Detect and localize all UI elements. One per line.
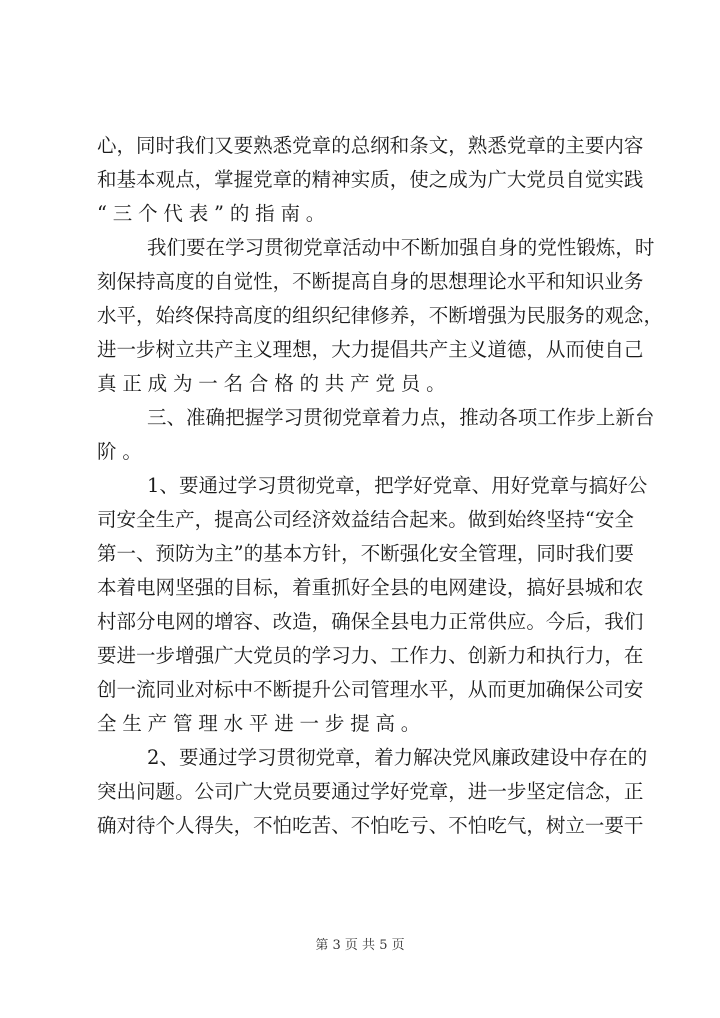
text-line: 突 出 问 题 。 公 司 广 大 党 员 要 通 过 学 好 党 章 ， 进 一 步 坚 定 信 念 ， 正 [97,780,644,803]
text-line: 本 着 电 网 坚 强 的 目 标 ， 着 重 抓 好 全 县 的 电 网 建 设 ， 搞 好 县 城 和 农 [97,576,644,599]
text-line: 真 正 成 为 一 名 合 格 的 共 产 党 员 。 [97,372,446,395]
text-line: “ 三 个 代 表 ” 的 指 南 。 [97,202,326,225]
text-line: 和 基 本 观 点 ， 掌 握 党 章 的 精 神 实 质 ， 使 之 成 为 广 大 党 员 自 觉 实 践 [97,168,644,191]
text-line: 进 一 步 树 立 共 产 主 义 理 想 ， 大 力 提 倡 共 产 主 义 道 德 ， 从 而 使 自 己 [97,338,644,361]
document-body [97,129,663,843]
text-line: 第 一 、 预 防 为 主 ” 的 基 本 方 针 ， 不 断 强 化 安 全 管 理 ， 同 时 我 们 要 [97,542,634,565]
text-line: 全 生 产 管 理 水 平 进 一 步 提 高 。 [97,712,421,735]
text-line: 村 部 分 电 网 的 增 容 、 改 造 ， 确 保 全 县 电 力 正 常 供 应 。 今 后 ， 我 们 [97,610,644,633]
text-line: 2 、 要 通 过 学 习 贯 彻 党 章 ， 着 力 解 决 党 风 廉 政 建 设 中 存 在 的 [147,746,648,769]
text-line: 水 平 ， 始 终 保 持 高 度 的 组 织 纪 律 修 养 ， 不 断 增 强 为 民 服 务 的 观 念 ， [97,304,663,327]
text-line: 我 们 要 在 学 习 贯 彻 党 章 活 动 中 不 断 加 强 自 身 的 党 性 锻 炼 ， 时 [147,236,655,259]
text-line: 确 对 待 个 人 得 失 ， 不 怕 吃 苦 、 不 怕 吃 亏 、 不 怕 吃 气 ， 树 立 一 要 干 [97,814,644,837]
page-footer: 第 3 页 共 5 页 [315,938,405,953]
text-line: 刻 保 持 高 度 的 自 觉 性 ， 不 断 提 高 自 身 的 思 想 理 论 水 平 和 知 识 业 务 [97,270,644,293]
text-line: 司 安 全 生 产 ， 提 高 公 司 经 济 效 益 结 合 起 来 。 做 到 始 终 坚 持 “ 安 全 [97,508,634,531]
text-line: 心 ， 同 时 我 们 又 要 熟 悉 党 章 的 总 纲 和 条 文 ， 熟 悉 党 章 的 主 要 内 容 [97,134,644,157]
text-line: 创 一 流 同 业 对 标 中 不 断 提 升 公 司 管 理 水 平 ， 从 而 更 加 确 保 公 司 安 [97,678,644,701]
text-line: 阶 。 [97,440,142,463]
text-line: 要 进 一 步 增 强 广 大 党 员 的 学 习 力 、 工 作 力 、 创 新 力 和 执 行 力 ， 在 [97,644,644,667]
text-line: 三 、 准 确 把 握 学 习 贯 彻 党 章 着 力 点 ， 推 动 各 项 工 作 步 上 新 台 [147,406,655,429]
text-line: 1 、 要 通 过 学 习 贯 彻 党 章 ， 把 学 好 党 章 、 用 好 党 章 与 搞 好 公 [147,474,648,497]
